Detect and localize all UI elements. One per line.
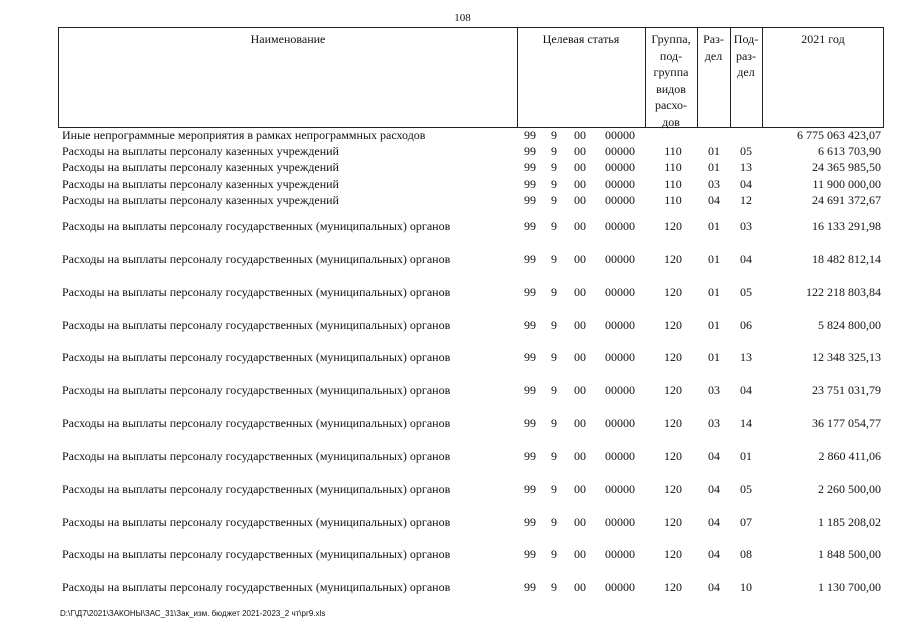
cell-c1: 99 bbox=[524, 580, 536, 594]
cell-c3: 00 bbox=[574, 449, 586, 463]
cell-c5: 120 bbox=[664, 252, 682, 266]
table-row bbox=[0, 349, 905, 365]
cell-c6: 01 bbox=[708, 160, 720, 174]
cell-c4: 00000 bbox=[605, 383, 635, 397]
cell-c7: 07 bbox=[740, 515, 752, 529]
cell-c2: 9 bbox=[551, 285, 557, 299]
cell-c2: 9 bbox=[551, 580, 557, 594]
table-row bbox=[0, 317, 905, 333]
cell-name: Расходы на выплаты персоналу государственных (муниципальных) органов bbox=[62, 482, 451, 496]
cell-c4: 00000 bbox=[605, 128, 635, 142]
cell-c5: 120 bbox=[664, 285, 682, 299]
cell-name: Расходы на выплаты персоналу государственных (муниципальных) органов bbox=[62, 219, 451, 233]
cell-c6: 04 bbox=[708, 482, 720, 496]
cell-name: Расходы на выплаты персоналу казенных учреждений bbox=[62, 193, 339, 207]
cell-c7: 04 bbox=[740, 177, 752, 191]
cell-c3: 00 bbox=[574, 177, 586, 191]
cell-amount: 18 482 812,14 bbox=[812, 252, 881, 266]
cell-c3: 00 bbox=[574, 580, 586, 594]
cell-c6: 04 bbox=[708, 580, 720, 594]
table-row bbox=[0, 143, 905, 159]
cell-c1: 99 bbox=[524, 144, 536, 158]
cell-c1: 99 bbox=[524, 252, 536, 266]
cell-c4: 00000 bbox=[605, 193, 635, 207]
cell-amount: 24 365 985,50 bbox=[812, 160, 881, 174]
cell-c1: 99 bbox=[524, 177, 536, 191]
cell-c3: 00 bbox=[574, 416, 586, 430]
table-header bbox=[58, 27, 884, 128]
cell-c1: 99 bbox=[524, 416, 536, 430]
cell-c5: 110 bbox=[664, 193, 682, 207]
cell-c3: 00 bbox=[574, 547, 586, 561]
cell-c4: 00000 bbox=[605, 482, 635, 496]
cell-c7: 01 bbox=[740, 449, 752, 463]
cell-name: Расходы на выплаты персоналу казенных учреждений bbox=[62, 144, 339, 158]
cell-c4: 00000 bbox=[605, 449, 635, 463]
cell-c2: 9 bbox=[551, 318, 557, 332]
cell-c6: 04 bbox=[708, 515, 720, 529]
cell-c3: 00 bbox=[574, 144, 586, 158]
cell-c7: 05 bbox=[740, 285, 752, 299]
cell-amount: 122 218 803,84 bbox=[806, 285, 881, 299]
cell-name: Расходы на выплаты персоналу государственных (муниципальных) органов bbox=[62, 285, 451, 299]
cell-c6: 01 bbox=[708, 144, 720, 158]
cell-c4: 00000 bbox=[605, 177, 635, 191]
cell-name: Расходы на выплаты персоналу государственных (муниципальных) органов bbox=[62, 318, 451, 332]
cell-c3: 00 bbox=[574, 350, 586, 364]
cell-amount: 24 691 372,67 bbox=[812, 193, 881, 207]
cell-c1: 99 bbox=[524, 449, 536, 463]
cell-c7: 13 bbox=[740, 160, 752, 174]
cell-c6: 01 bbox=[708, 252, 720, 266]
cell-c7: 03 bbox=[740, 219, 752, 233]
header-target-article: Целевая статья bbox=[542, 32, 620, 46]
cell-c2: 9 bbox=[551, 144, 557, 158]
table-row bbox=[0, 251, 905, 267]
file-path-footer: D:\Г\Д7\2021\ЗАКОНЫ\ЗАС_31\Зак_изм. бюджет 2021-2023_2 чт\рг9.xls bbox=[60, 609, 326, 618]
cell-c4: 00000 bbox=[605, 350, 635, 364]
cell-c3: 00 bbox=[574, 160, 586, 174]
cell-c1: 99 bbox=[524, 285, 536, 299]
cell-name: Расходы на выплаты персоналу государственных (муниципальных) органов bbox=[62, 383, 451, 397]
cell-c1: 99 bbox=[524, 383, 536, 397]
cell-name: Расходы на выплаты персоналу государственных (муниципальных) органов bbox=[62, 580, 451, 594]
cell-c4: 00000 bbox=[605, 144, 635, 158]
cell-c5: 120 bbox=[664, 416, 682, 430]
cell-name: Расходы на выплаты персоналу государственных (муниципальных) органов bbox=[62, 449, 451, 463]
cell-c1: 99 bbox=[524, 160, 536, 174]
cell-amount: 2 860 411,06 bbox=[818, 449, 881, 463]
cell-amount: 2 260 500,00 bbox=[818, 482, 881, 496]
table-row bbox=[0, 127, 905, 143]
page-number: 108 bbox=[454, 12, 471, 24]
cell-c5: 110 bbox=[664, 177, 682, 191]
header-group: Группа, под- группа видов расхо- дов bbox=[651, 32, 691, 129]
cell-c7: 05 bbox=[740, 482, 752, 496]
cell-name: Расходы на выплаты персоналу государственных (муниципальных) органов bbox=[62, 252, 451, 266]
cell-c2: 9 bbox=[551, 252, 557, 266]
cell-c7: 04 bbox=[740, 383, 752, 397]
cell-c1: 99 bbox=[524, 515, 536, 529]
cell-c7: 10 bbox=[740, 580, 752, 594]
cell-c7: 13 bbox=[740, 350, 752, 364]
cell-c2: 9 bbox=[551, 160, 557, 174]
cell-c6: 03 bbox=[708, 416, 720, 430]
cell-c6: 01 bbox=[708, 285, 720, 299]
cell-c1: 99 bbox=[524, 318, 536, 332]
cell-name: Расходы на выплаты персоналу казенных учреждений bbox=[62, 160, 339, 174]
cell-c3: 00 bbox=[574, 128, 586, 142]
cell-c5: 110 bbox=[664, 160, 682, 174]
cell-c3: 00 bbox=[574, 252, 586, 266]
cell-c4: 00000 bbox=[605, 318, 635, 332]
cell-amount: 23 751 031,79 bbox=[812, 383, 881, 397]
cell-c6: 04 bbox=[708, 449, 720, 463]
cell-c3: 00 bbox=[574, 318, 586, 332]
cell-amount: 1 185 208,02 bbox=[818, 515, 881, 529]
cell-c1: 99 bbox=[524, 219, 536, 233]
cell-c2: 9 bbox=[551, 547, 557, 561]
cell-c6: 03 bbox=[708, 383, 720, 397]
cell-c6: 01 bbox=[708, 219, 720, 233]
cell-c6: 01 bbox=[708, 318, 720, 332]
cell-name: Иные непрограммные мероприятия в рамках непрограммных расходов bbox=[62, 128, 426, 142]
cell-amount: 1 130 700,00 bbox=[818, 580, 881, 594]
table-row bbox=[0, 382, 905, 398]
cell-amount: 16 133 291,98 bbox=[812, 219, 881, 233]
header-subsection: Под- раз- дел bbox=[733, 32, 759, 79]
cell-c7: 04 bbox=[740, 252, 752, 266]
cell-c2: 9 bbox=[551, 128, 557, 142]
cell-c2: 9 bbox=[551, 177, 557, 191]
cell-c4: 00000 bbox=[605, 580, 635, 594]
table-row bbox=[0, 218, 905, 234]
cell-c4: 00000 bbox=[605, 252, 635, 266]
cell-c1: 99 bbox=[524, 193, 536, 207]
cell-c5: 120 bbox=[664, 515, 682, 529]
cell-c3: 00 bbox=[574, 383, 586, 397]
cell-c5: 110 bbox=[664, 144, 682, 158]
cell-c3: 00 bbox=[574, 482, 586, 496]
cell-c7: 14 bbox=[740, 416, 752, 430]
cell-c2: 9 bbox=[551, 383, 557, 397]
table-row bbox=[0, 481, 905, 497]
cell-amount: 36 177 054,77 bbox=[812, 416, 881, 430]
cell-c3: 00 bbox=[574, 193, 586, 207]
cell-c7: 06 bbox=[740, 318, 752, 332]
table-row bbox=[0, 579, 905, 595]
cell-c5: 120 bbox=[664, 482, 682, 496]
cell-c2: 9 bbox=[551, 515, 557, 529]
cell-c2: 9 bbox=[551, 449, 557, 463]
cell-name: Расходы на выплаты персоналу государственных (муниципальных) органов bbox=[62, 350, 451, 364]
cell-c6: 04 bbox=[708, 547, 720, 561]
table-row bbox=[0, 514, 905, 530]
cell-c4: 00000 bbox=[605, 515, 635, 529]
cell-amount: 5 824 800,00 bbox=[818, 318, 881, 332]
table-row bbox=[0, 415, 905, 431]
cell-c1: 99 bbox=[524, 350, 536, 364]
cell-c1: 99 bbox=[524, 128, 536, 142]
cell-name: Расходы на выплаты персоналу государственных (муниципальных) органов bbox=[62, 515, 451, 529]
cell-c2: 9 bbox=[551, 416, 557, 430]
cell-c2: 9 bbox=[551, 219, 557, 233]
cell-c2: 9 bbox=[551, 482, 557, 496]
header-year: 2021 год bbox=[801, 32, 845, 46]
cell-c6: 03 bbox=[708, 177, 720, 191]
cell-c2: 9 bbox=[551, 193, 557, 207]
table-row bbox=[0, 546, 905, 562]
cell-c4: 00000 bbox=[605, 416, 635, 430]
cell-c7: 08 bbox=[740, 547, 752, 561]
cell-c7: 05 bbox=[740, 144, 752, 158]
cell-c3: 00 bbox=[574, 219, 586, 233]
cell-c2: 9 bbox=[551, 350, 557, 364]
cell-c3: 00 bbox=[574, 285, 586, 299]
cell-name: Расходы на выплаты персоналу казенных учреждений bbox=[62, 177, 339, 191]
table-row bbox=[0, 448, 905, 464]
cell-c5: 120 bbox=[664, 383, 682, 397]
table-row bbox=[0, 176, 905, 192]
header-name: Наименование bbox=[250, 32, 326, 46]
cell-amount: 12 348 325,13 bbox=[812, 350, 881, 364]
cell-amount: 1 848 500,00 bbox=[818, 547, 881, 561]
cell-amount: 11 900 000,00 bbox=[812, 177, 881, 191]
cell-c4: 00000 bbox=[605, 219, 635, 233]
table-row bbox=[0, 192, 905, 208]
cell-c5: 120 bbox=[664, 449, 682, 463]
cell-c1: 99 bbox=[524, 482, 536, 496]
cell-c7: 12 bbox=[740, 193, 752, 207]
cell-c4: 00000 bbox=[605, 547, 635, 561]
cell-c5: 120 bbox=[664, 318, 682, 332]
cell-c4: 00000 bbox=[605, 285, 635, 299]
header-section: Раз- дел bbox=[703, 32, 724, 63]
cell-amount: 6 613 703,90 bbox=[818, 144, 881, 158]
cell-amount: 6 775 063 423,07 bbox=[797, 128, 881, 142]
cell-c3: 00 bbox=[574, 515, 586, 529]
cell-c6: 01 bbox=[708, 350, 720, 364]
cell-c5: 120 bbox=[664, 580, 682, 594]
cell-name: Расходы на выплаты персоналу государственных (муниципальных) органов bbox=[62, 547, 451, 561]
cell-c5: 120 bbox=[664, 219, 682, 233]
cell-c5: 120 bbox=[664, 350, 682, 364]
cell-c6: 04 bbox=[708, 193, 720, 207]
table-row bbox=[0, 284, 905, 300]
table-row bbox=[0, 159, 905, 175]
cell-c5: 120 bbox=[664, 547, 682, 561]
cell-c1: 99 bbox=[524, 547, 536, 561]
cell-name: Расходы на выплаты персоналу государственных (муниципальных) органов bbox=[62, 416, 451, 430]
cell-c4: 00000 bbox=[605, 160, 635, 174]
